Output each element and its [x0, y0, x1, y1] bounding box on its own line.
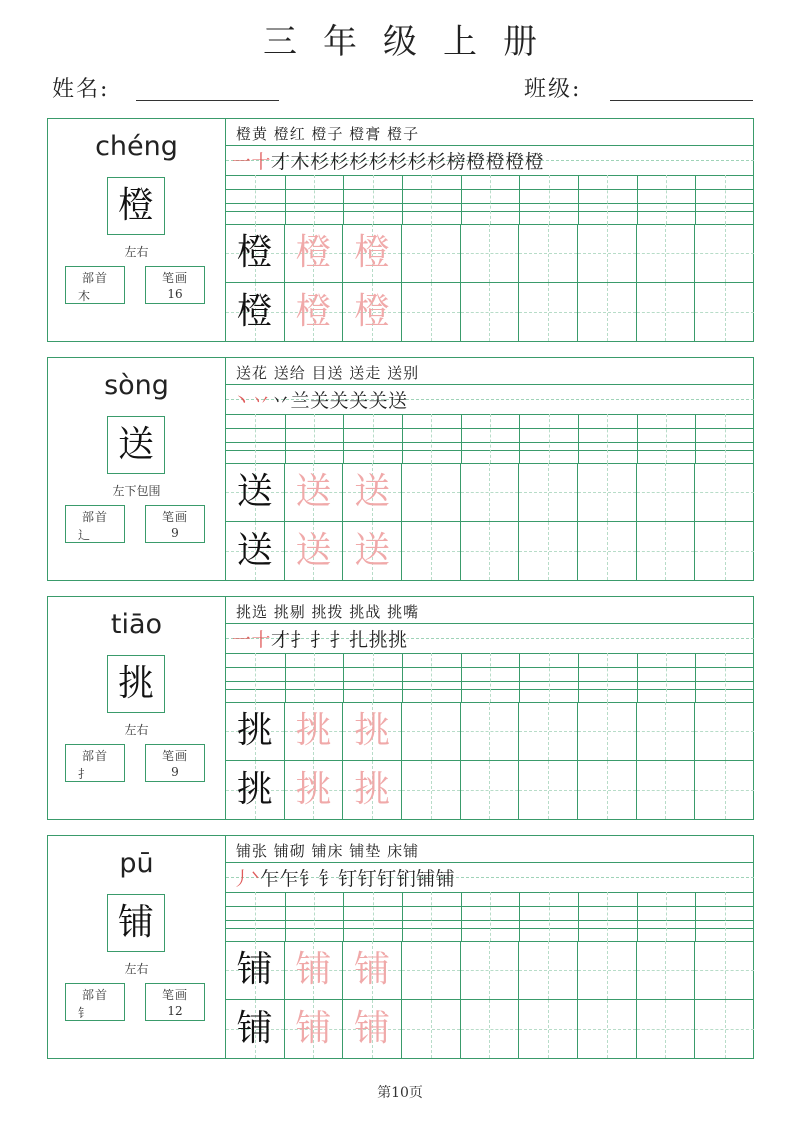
writing-cell-empty[interactable] — [695, 941, 754, 1000]
writing-cell-trace — [285, 224, 344, 283]
stroke-step: 杉 — [368, 151, 389, 173]
writing-grid — [226, 224, 754, 341]
writing-cell-trace — [285, 463, 344, 522]
stroke-step: 才 — [271, 629, 291, 651]
stroke-step: 乍 — [279, 868, 300, 890]
writing-cell-empty[interactable] — [578, 522, 637, 581]
stroke-step: 钉 — [377, 868, 397, 890]
main-character: 挑 — [107, 655, 165, 713]
trace-character: 铺 — [354, 1007, 391, 1049]
stroke-step: 钔 — [396, 868, 417, 890]
radical-value: 钅 — [78, 1006, 91, 1020]
writing-cell-empty[interactable] — [695, 702, 754, 761]
stroke-step: 钉 — [357, 868, 378, 890]
trace-character: 铺 — [295, 949, 332, 990]
stroke-order-sequence — [232, 147, 544, 174]
writing-cell-trace — [285, 702, 344, 761]
card-info-panel — [48, 358, 225, 580]
name-underline — [136, 100, 279, 101]
writing-cell-model — [226, 1000, 285, 1059]
trace-character: 橙 — [354, 232, 391, 273]
stroke-order-row — [226, 145, 754, 175]
stroke-step: 才 — [271, 151, 291, 173]
writing-cell-trace — [285, 1000, 344, 1059]
writing-cell-empty[interactable] — [519, 1000, 578, 1059]
stroke-order-row — [226, 623, 754, 653]
character-card — [47, 118, 754, 342]
stroke-step: 橙 — [485, 151, 506, 173]
stroke-step: 关 — [329, 390, 350, 412]
radical-label: 部首 — [81, 749, 108, 763]
stroke-count-value: 16 — [167, 287, 183, 301]
stroke-step: 钅 — [318, 868, 339, 890]
stroke-step: 橙 — [505, 151, 525, 173]
writing-cell-empty[interactable] — [637, 224, 696, 283]
writing-cell-trace — [285, 761, 344, 820]
radical-box — [65, 266, 125, 304]
trace-character: 挑 — [295, 710, 332, 751]
model-character: 铺 — [236, 1007, 273, 1049]
model-character: 铺 — [236, 949, 273, 990]
writing-cell-empty[interactable] — [402, 761, 461, 820]
radical-label: 部首 — [81, 271, 108, 285]
stroke-step: 十 — [251, 629, 272, 651]
example-words: 橙黄 橙红 橙子 橙膏 橙子 — [236, 125, 420, 143]
stroke-count-box — [145, 505, 205, 543]
writing-cell-empty[interactable] — [637, 283, 696, 342]
stroke-step: 扌 — [310, 629, 330, 651]
radical-box — [65, 983, 125, 1021]
writing-cell-empty[interactable] — [402, 522, 461, 581]
character-structure: 左右 — [124, 245, 149, 259]
main-character: 铺 — [107, 894, 165, 952]
writing-cell-empty[interactable] — [578, 761, 637, 820]
trace-character: 橙 — [295, 290, 332, 332]
writing-cell-empty[interactable] — [402, 283, 461, 342]
writing-cell-empty[interactable] — [695, 1000, 754, 1059]
stroke-step: 兰 — [290, 390, 311, 412]
model-character: 橙 — [236, 232, 273, 273]
writing-cell-empty[interactable] — [695, 224, 754, 283]
trace-character: 橙 — [295, 232, 332, 273]
writing-cell-empty[interactable] — [578, 941, 637, 1000]
writing-cell-empty[interactable] — [637, 702, 696, 761]
stroke-count-box — [145, 266, 205, 304]
character-card — [47, 596, 754, 820]
stroke-step: 钉 — [338, 868, 358, 890]
character-card — [47, 835, 754, 1059]
card-info-panel — [48, 836, 225, 1058]
stroke-step: 关 — [310, 390, 330, 412]
stroke-step: ᐠ — [251, 868, 261, 890]
writing-cell-empty[interactable] — [519, 702, 578, 761]
writing-cell-trace — [343, 761, 402, 820]
stroke-step: 钅 — [299, 868, 319, 890]
stroke-step: 铺 — [416, 868, 436, 890]
model-character: 送 — [236, 471, 273, 512]
writing-cell-empty[interactable] — [461, 283, 520, 342]
worksheet-title: 三年级上册 — [263, 22, 563, 62]
card-info-panel — [48, 597, 225, 819]
trace-character: 送 — [354, 471, 391, 512]
writing-cell-empty[interactable] — [695, 761, 754, 820]
writing-cell-empty[interactable] — [578, 283, 637, 342]
writing-cell-model — [226, 283, 285, 342]
stroke-step: 杉 — [388, 151, 408, 173]
writing-cell-trace — [343, 463, 402, 522]
model-character: 送 — [236, 529, 273, 571]
writing-grid — [226, 941, 754, 1058]
stroke-step: 杉 — [427, 151, 447, 173]
writing-cell-empty[interactable] — [637, 761, 696, 820]
trace-character: 送 — [295, 471, 332, 512]
writing-cell-empty[interactable] — [637, 463, 696, 522]
writing-cell-empty[interactable] — [695, 463, 754, 522]
writing-cell-model — [226, 702, 285, 761]
writing-cell-empty[interactable] — [461, 463, 520, 522]
stroke-step: 丿 — [232, 868, 252, 890]
writing-cell-empty[interactable] — [461, 224, 520, 283]
stroke-count-label: 笔画 — [161, 749, 188, 763]
writing-cell-empty[interactable] — [637, 1000, 696, 1059]
stroke-order-row — [226, 384, 754, 414]
writing-cell-trace — [343, 224, 402, 283]
writing-cell-empty[interactable] — [461, 522, 520, 581]
stroke-step: 挑 — [388, 629, 408, 651]
trace-character: 铺 — [354, 949, 391, 990]
model-character: 挑 — [236, 710, 273, 751]
class-label: 班级: — [524, 77, 582, 102]
stroke-step: 丶 — [232, 390, 252, 412]
writing-cell-model — [226, 224, 285, 283]
character-structure: 左右 — [124, 723, 149, 737]
writing-cell-empty[interactable] — [461, 941, 520, 1000]
example-words: 铺张 铺砌 铺床 铺垫 床铺 — [236, 842, 420, 860]
character-structure: 左右 — [124, 962, 149, 976]
character-card — [47, 357, 754, 581]
radical-box — [65, 505, 125, 543]
pinyin: chéng — [95, 131, 178, 162]
writing-cell-trace — [343, 941, 402, 1000]
practice-area — [225, 358, 754, 580]
stroke-step: 扌 — [329, 629, 350, 651]
name-label: 姓名: — [52, 77, 110, 102]
practice-area — [225, 836, 754, 1058]
stroke-count-value: 9 — [171, 526, 179, 540]
writing-cell-empty[interactable] — [402, 941, 461, 1000]
stroke-step: 一 — [232, 151, 252, 173]
stroke-count-box — [145, 983, 205, 1021]
stroke-step: 杉 — [407, 151, 428, 173]
trace-character: 挑 — [354, 710, 391, 751]
stroke-count-value: 12 — [167, 1004, 183, 1018]
practice-area — [225, 597, 754, 819]
writing-cell-model — [226, 941, 285, 1000]
pinyin: tiāo — [110, 609, 163, 640]
stroke-step: 杉 — [310, 151, 330, 173]
writing-cell-trace — [343, 283, 402, 342]
trace-character: 铺 — [295, 1007, 332, 1049]
trace-character: 挑 — [295, 768, 332, 810]
writing-cell-empty[interactable] — [519, 761, 578, 820]
example-words: 送花 送给 目送 送走 送别 — [236, 364, 420, 382]
stroke-step: 扎 — [349, 629, 369, 651]
writing-cell-empty[interactable] — [695, 522, 754, 581]
practice-area — [225, 119, 754, 341]
example-words: 挑选 挑剔 挑拨 挑战 挑嘴 — [236, 603, 420, 621]
writing-cell-empty[interactable] — [402, 224, 461, 283]
trace-character: 橙 — [354, 290, 391, 332]
writing-cell-empty[interactable] — [578, 702, 637, 761]
radical-label: 部首 — [81, 510, 108, 524]
radical-label: 部首 — [81, 988, 108, 1002]
stroke-step: 乍 — [260, 868, 280, 890]
trace-character: 送 — [354, 529, 391, 571]
stroke-step: 丷 — [251, 390, 272, 412]
pinyin: sòng — [104, 370, 169, 401]
stroke-step: 挑 — [368, 629, 389, 651]
writing-cell-trace — [285, 941, 344, 1000]
trace-character: 送 — [295, 529, 332, 571]
writing-cell-empty[interactable] — [519, 522, 578, 581]
writing-cell-model — [226, 463, 285, 522]
stroke-count-label: 笔画 — [161, 271, 188, 285]
radical-value: 木 — [78, 289, 91, 303]
writing-cell-empty[interactable] — [519, 283, 578, 342]
radical-value: 扌 — [78, 767, 91, 781]
writing-grid — [226, 463, 754, 580]
stroke-step: 铺 — [435, 868, 456, 890]
stroke-step: 扌 — [290, 629, 311, 651]
stroke-step: 十 — [251, 151, 272, 173]
writing-cell-empty[interactable] — [578, 224, 637, 283]
stroke-step: 橙 — [524, 151, 545, 173]
writing-cell-trace — [343, 1000, 402, 1059]
stroke-count-label: 笔画 — [161, 510, 188, 524]
model-character: 挑 — [236, 768, 273, 810]
main-character: 橙 — [107, 177, 165, 235]
stroke-count-label: 笔画 — [161, 988, 188, 1002]
stroke-step: 关 — [349, 390, 369, 412]
writing-cell-empty[interactable] — [695, 283, 754, 342]
page-number: 第10页 — [377, 1085, 423, 1101]
writing-cell-empty[interactable] — [519, 941, 578, 1000]
main-character: 送 — [107, 416, 165, 474]
stroke-step: 杉 — [349, 151, 369, 173]
stroke-step: 关 — [368, 390, 389, 412]
writing-cell-model — [226, 761, 285, 820]
writing-cell-empty[interactable] — [637, 941, 696, 1000]
stroke-step: 木 — [290, 151, 311, 173]
stroke-step: 杉 — [329, 151, 350, 173]
writing-cell-empty[interactable] — [402, 1000, 461, 1059]
radical-value: 辶 — [78, 528, 91, 542]
card-info-panel — [48, 119, 225, 341]
writing-cell-empty[interactable] — [637, 522, 696, 581]
model-character: 橙 — [236, 290, 273, 332]
writing-cell-empty[interactable] — [461, 702, 520, 761]
writing-cell-empty[interactable] — [402, 702, 461, 761]
writing-cell-empty[interactable] — [519, 463, 578, 522]
stroke-order-sequence — [232, 864, 455, 891]
radical-box — [65, 744, 125, 782]
stroke-step: 一 — [232, 629, 252, 651]
writing-cell-model — [226, 522, 285, 581]
stroke-step: 榜 — [446, 151, 467, 173]
character-structure: 左下包围 — [112, 484, 161, 498]
writing-cell-empty[interactable] — [578, 1000, 637, 1059]
stroke-order-sequence — [232, 386, 408, 413]
stroke-order-sequence — [232, 625, 408, 652]
stroke-step: 橙 — [466, 151, 486, 173]
stroke-count-value: 9 — [171, 765, 179, 779]
stroke-count-box — [145, 744, 205, 782]
class-underline — [610, 100, 753, 101]
writing-cell-trace — [343, 522, 402, 581]
writing-cell-empty[interactable] — [461, 1000, 520, 1059]
stroke-order-row — [226, 862, 754, 892]
stroke-step: 丷 — [271, 390, 291, 412]
writing-cell-trace — [285, 283, 344, 342]
writing-cell-empty[interactable] — [578, 463, 637, 522]
writing-cell-empty[interactable] — [402, 463, 461, 522]
writing-cell-empty[interactable] — [461, 761, 520, 820]
writing-cell-empty[interactable] — [519, 224, 578, 283]
pinyin: pū — [119, 848, 154, 879]
writing-cell-trace — [343, 702, 402, 761]
writing-grid — [226, 702, 754, 819]
trace-character: 挑 — [354, 768, 391, 810]
stroke-step: 送 — [388, 390, 408, 412]
writing-cell-trace — [285, 522, 344, 581]
